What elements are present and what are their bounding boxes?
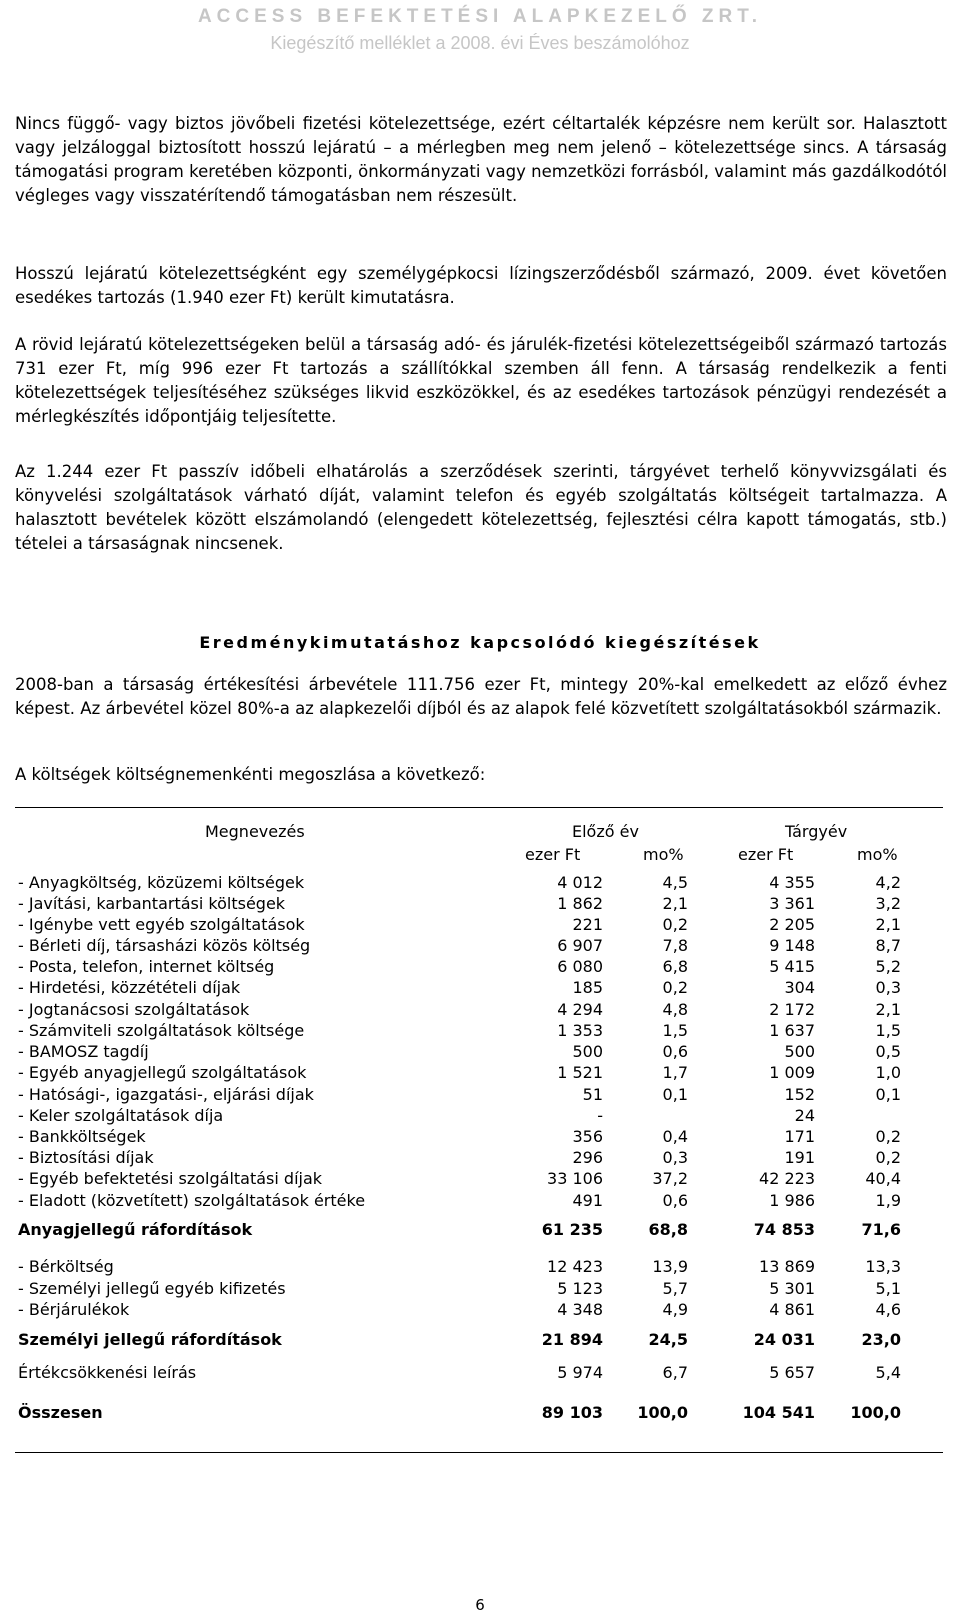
cell-curr-pct: 13,3 [865, 1257, 901, 1276]
cell-prev-value: 1 353 [557, 1021, 603, 1040]
cell-prev-pct: 0,1 [662, 1085, 688, 1104]
cell-name: - Bérleti díj, társasházi közös költség [18, 936, 311, 955]
page-number: 6 [475, 1596, 485, 1614]
cell-curr-pct: 40,4 [865, 1169, 901, 1188]
cell-name: - Anyagköltség, közüzemi költségek [18, 873, 305, 892]
table-row [15, 1000, 943, 1022]
document-subtitle: Kiegészítő melléklet a 2008. évi Éves beszámolóhoz [270, 33, 690, 53]
table-row [15, 1279, 943, 1301]
cell-prev-value: 5 123 [557, 1279, 603, 1298]
table-row [15, 1106, 943, 1128]
cell-curr-value: 2 172 [769, 1000, 815, 1019]
cell-prev-pct: 0,2 [662, 915, 688, 934]
cell-name: - Egyéb befektetési szolgáltatási díjak [18, 1169, 323, 1188]
cell-curr-value: 24 [794, 1106, 815, 1125]
table-row [15, 1085, 943, 1107]
cell-name: Értékcsökkenési leírás [18, 1363, 197, 1382]
cell-curr-value: 500 [784, 1042, 815, 1061]
paragraph-accruals: Az 1.244 ezer Ft passzív időbeli elhatárolás a szerződések szerinti, tárgyévet terhelő könyvvizsgálati és könyvelési szolgáltatások várható díját, valamint telefon és egyéb szolgáltatás költségeit tartalmazza. A halasztott bevételek között elszámolandó (elengedett kötelezettség, fejlesztési célra kapott támogatás, stb.) tételei a társaságnak nincsenek. [15, 462, 947, 553]
cell-name: - BAMOSZ tagdíj [18, 1042, 149, 1061]
cell-prev-value: 356 [572, 1127, 603, 1146]
cell-prev-pct: 5,7 [662, 1279, 688, 1298]
table-row [15, 1021, 943, 1043]
cell-curr-pct: 1,9 [875, 1191, 901, 1210]
cell-name: - Személyi jellegű egyéb kifizetés [18, 1279, 286, 1298]
cell-prev-pct: 0,2 [662, 978, 688, 997]
paragraph-revenue: 2008-ban a társaság értékesítési árbevétele 111.756 ezer Ft, mintegy 20%-kal emelkedett az előző évhez képest. Az árbevétel közel 80%-a az alapkezelői díjból és az alapok felé közvetített szolgáltatásokból származik. [15, 675, 947, 718]
table-row [15, 1063, 943, 1085]
cell-prev-pct: 6,8 [662, 957, 688, 976]
table-row [15, 1257, 943, 1279]
cell-prev-pct: 4,9 [662, 1300, 688, 1319]
cell-prev-pct: 0,3 [662, 1148, 688, 1167]
cell-name: - Egyéb anyagjellegű szolgáltatások [18, 1063, 307, 1082]
table-row [15, 894, 943, 916]
cell-prev-pct: 13,9 [652, 1257, 688, 1276]
cell-curr-pct: 0,2 [875, 1127, 901, 1146]
cell-curr-pct: 0,3 [875, 978, 901, 997]
cell-curr-pct: 1,5 [875, 1021, 901, 1040]
cell-curr-value: 24 031 [753, 1330, 815, 1349]
cell-prev-value: - [597, 1106, 603, 1125]
cell-name: - Biztosítási díjak [18, 1148, 154, 1167]
table-top-border [15, 807, 943, 808]
cell-prev-pct: 100,0 [637, 1403, 688, 1422]
cell-prev-value: 1 521 [557, 1063, 603, 1082]
cell-prev-value: 296 [572, 1148, 603, 1167]
cell-prev-pct: 1,5 [662, 1021, 688, 1040]
cell-prev-value: 1 862 [557, 894, 603, 913]
cell-curr-value: 3 361 [769, 894, 815, 913]
cell-curr-pct: 0,1 [875, 1085, 901, 1104]
cell-prev-pct: 4,8 [662, 1000, 688, 1019]
cell-name: - Javítási, karbantartási költségek [18, 894, 286, 913]
cell-curr-pct: 5,2 [875, 957, 901, 976]
cell-curr-value: 1 009 [769, 1063, 815, 1082]
cell-curr-value: 42 223 [759, 1169, 815, 1188]
cell-curr-value: 5 301 [769, 1279, 815, 1298]
cell-prev-value: 221 [572, 915, 603, 934]
header-pct-prev: mo% [643, 845, 684, 864]
table-row [15, 1363, 943, 1385]
cell-curr-value: 304 [784, 978, 815, 997]
cell-curr-pct: 0,2 [875, 1148, 901, 1167]
cell-name: - Bankköltségek [18, 1127, 146, 1146]
cell-prev-value: 500 [572, 1042, 603, 1061]
cell-prev-value: 5 974 [557, 1363, 603, 1382]
header-prev-year: Előző év [572, 822, 639, 841]
header-curr-year: Tárgyév [785, 822, 848, 841]
cell-curr-pct: 5,1 [875, 1279, 901, 1298]
cell-curr-pct: 8,7 [875, 936, 901, 955]
cell-curr-value: 9 148 [769, 936, 815, 955]
cell-prev-value: 33 106 [547, 1169, 603, 1188]
cell-curr-value: 104 541 [742, 1403, 815, 1422]
cell-prev-pct: 37,2 [652, 1169, 688, 1188]
cell-curr-pct: 2,1 [875, 915, 901, 934]
table-row [15, 978, 943, 1000]
cell-curr-pct: 4,2 [875, 873, 901, 892]
company-name: ACCESS BEFEKTETÉSI ALAPKEZELŐ ZRT. [197, 6, 763, 27]
cell-name: - Igénybe vett egyéb szolgáltatások [18, 915, 305, 934]
cell-prev-pct: 2,1 [662, 894, 688, 913]
cell-name: - Bérjárulékok [18, 1300, 130, 1319]
cell-prev-pct: 6,7 [662, 1363, 688, 1382]
cell-curr-value: 13 869 [759, 1257, 815, 1276]
cell-prev-pct: 0,4 [662, 1127, 688, 1146]
cell-curr-value: 5 657 [769, 1363, 815, 1382]
cell-name: Személyi jellegű ráfordítások [18, 1330, 282, 1349]
cell-curr-pct: 100,0 [850, 1403, 901, 1422]
section-title: Eredménykimutatáshoz kapcsolódó kiegészítések [199, 633, 761, 652]
cell-prev-value: 4 348 [557, 1300, 603, 1319]
cell-prev-value: 6 080 [557, 957, 603, 976]
paragraph-short-term-liabilities: A rövid lejáratú kötelezettségeken belül a társaság adó- és járulék-fizetési kötelezettségeiből származó tartozás 731 ezer Ft, míg 996 ezer Ft tartozás a szállítókkal szemben áll fenn. A társaság rendelkezik a fenti kötelezettségek teljesítéséhez szükséges likvid eszközökkel, és az esedékes tartozások pénzügyi rendezését a mérlegkészítés időpontjáig teljesítette. [15, 335, 947, 426]
cell-name: - Posta, telefon, internet költség [18, 957, 275, 976]
cell-curr-pct: 2,1 [875, 1000, 901, 1019]
table-row [15, 1127, 943, 1149]
cell-curr-value: 5 415 [769, 957, 815, 976]
cell-prev-pct: 0,6 [662, 1191, 688, 1210]
cell-prev-pct: 68,8 [648, 1220, 688, 1239]
page-header [0, 0, 960, 54]
table-row [15, 915, 943, 937]
header-unit-curr: ezer Ft [738, 845, 794, 864]
cell-name: - Jogtanácsosi szolgáltatások [18, 1000, 250, 1019]
paragraph-contingent-liabilities: Nincs függő- vagy biztos jövőbeli fizetési kötelezettsége, ezért céltartalék képzésre nem került sor. Halasztott vagy jelzáloggal biztosított hosszú lejáratú – a mérlegben meg nem jelenő – kötelezettsége sincs. A társaság támogatási program keretében központi, önkormányzati vagy nemzetközi forrásból, valamint más gazdálkodótól végleges vagy visszatérítendő támogatásban nem részesült. [15, 114, 947, 205]
cell-name: - Hatósági-, igazgatási-, eljárási díjak [18, 1085, 314, 1104]
table-row [15, 1191, 943, 1213]
cell-name: Anyagjellegű ráfordítások [18, 1220, 253, 1239]
table-row [15, 1403, 943, 1425]
cell-prev-pct: 24,5 [648, 1330, 688, 1349]
table-row [15, 873, 943, 895]
table-row [15, 1300, 943, 1322]
cell-prev-value: 12 423 [547, 1257, 603, 1276]
table-row [15, 1220, 943, 1242]
paragraph-cost-breakdown-intro: A költségek költségnemenkénti megoszlása a következő: [15, 765, 486, 784]
header-pct-curr: mo% [857, 845, 898, 864]
cell-curr-pct: 23,0 [861, 1330, 901, 1349]
cell-curr-pct: 0,5 [875, 1042, 901, 1061]
header-unit-prev: ezer Ft [525, 845, 581, 864]
paragraph-long-term-liabilities: Hosszú lejáratú kötelezettségként egy személygépkocsi lízingszerződésből származó, 2009. évet követően esedékes tartozás (1.940 ezer Ft) került kimutatásra. [15, 264, 947, 307]
cell-curr-value: 4 355 [769, 873, 815, 892]
cell-prev-value: 6 907 [557, 936, 603, 955]
cell-prev-value: 51 [582, 1085, 603, 1104]
cell-curr-pct: 3,2 [875, 894, 901, 913]
cell-name: - Bérköltség [18, 1257, 114, 1276]
cell-curr-value: 74 853 [753, 1220, 815, 1239]
cell-prev-value: 4 012 [557, 873, 603, 892]
cell-curr-pct: 1,0 [875, 1063, 901, 1082]
cell-curr-value: 171 [784, 1127, 815, 1146]
table-row [15, 936, 943, 958]
table-row [15, 957, 943, 979]
cell-prev-value: 89 103 [541, 1403, 603, 1422]
cell-prev-value: 21 894 [541, 1330, 603, 1349]
cell-name: Összesen [18, 1403, 103, 1422]
cell-curr-value: 4 861 [769, 1300, 815, 1319]
cell-curr-pct: 4,6 [875, 1300, 901, 1319]
cell-name: - Keler szolgáltatások díja [18, 1106, 224, 1125]
cell-prev-value: 491 [572, 1191, 603, 1210]
table-bottom-border [15, 1452, 943, 1453]
cell-name: - Eladott (közvetített) szolgáltatások értéke [18, 1191, 366, 1210]
cell-prev-value: 61 235 [541, 1220, 603, 1239]
cell-prev-value: 185 [572, 978, 603, 997]
cell-curr-value: 1 986 [769, 1191, 815, 1210]
cell-curr-pct: 5,4 [875, 1363, 901, 1382]
table-row [15, 1330, 943, 1352]
table-row [15, 1169, 943, 1191]
cell-curr-value: 1 637 [769, 1021, 815, 1040]
cell-prev-pct: 1,7 [662, 1063, 688, 1082]
cell-prev-value: 4 294 [557, 1000, 603, 1019]
cell-name: - Számviteli szolgáltatások költsége [18, 1021, 305, 1040]
cell-curr-value: 152 [784, 1085, 815, 1104]
cell-curr-pct: 71,6 [861, 1220, 901, 1239]
cell-curr-value: 191 [784, 1148, 815, 1167]
cell-prev-pct: 7,8 [662, 936, 688, 955]
table-row [15, 1042, 943, 1064]
cell-name: - Hirdetési, közzétételi díjak [18, 978, 241, 997]
cell-prev-pct: 4,5 [662, 873, 688, 892]
cell-prev-pct: 0,6 [662, 1042, 688, 1061]
table-row [15, 1148, 943, 1170]
header-name: Megnevezés [205, 822, 305, 841]
cell-curr-value: 2 205 [769, 915, 815, 934]
